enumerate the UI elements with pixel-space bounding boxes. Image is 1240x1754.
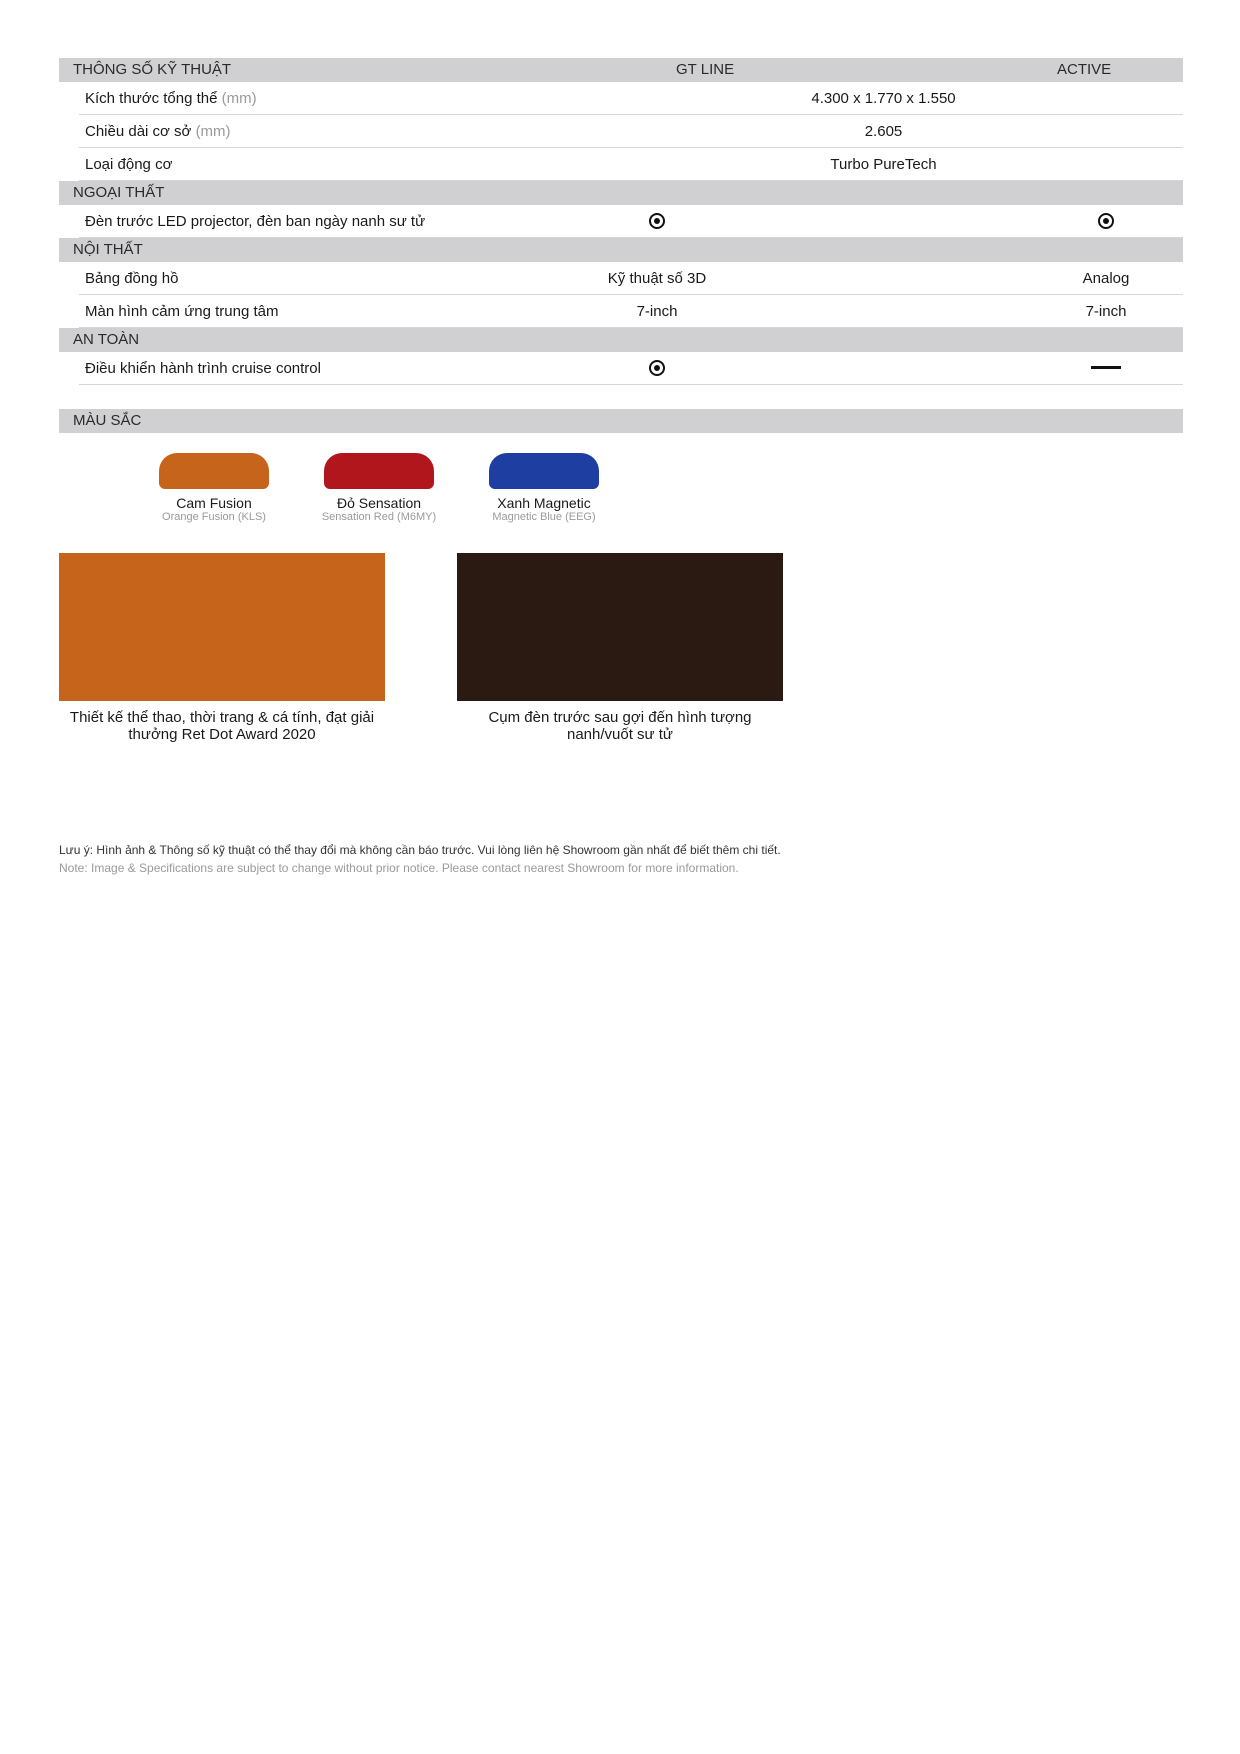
color-option [469, 453, 619, 523]
spec-label: Kích thước tổng thể [85, 90, 218, 107]
spec-unit: (mm) [221, 90, 257, 107]
feature-row: Đèn trước LED projector, đèn ban ngày nanh sư tử [79, 205, 1183, 238]
spec-title: THÔNG SỐ KỸ THUẬT [73, 61, 232, 78]
ac-value: 7-inch [1085, 303, 1127, 320]
car-swatch [489, 453, 599, 489]
spec-header [59, 58, 1183, 82]
note-vi: Lưu ý: Hình ảnh & Thông số kỹ thuật có thể thay đổi mà không cần báo trước. Vui lòng liên hệ Showroom gần nhất để biết thêm chi tiết. [59, 843, 781, 857]
check-dot-icon [649, 213, 665, 229]
spec-sheet [59, 58, 1183, 875]
feature-label: Màn hình cảm ứng trung tâm [85, 303, 279, 320]
car-swatch [159, 453, 269, 489]
color-name: Cam Fusion [176, 495, 252, 511]
spec-value: 2.605 [864, 123, 903, 140]
spec-row [79, 115, 1183, 148]
note-en: Note: Image & Specifications are subject to change without prior notice. Please contact nearest Showroom for more information. [59, 861, 739, 875]
dash-icon [1091, 366, 1121, 369]
check-dot-icon [1098, 213, 1114, 229]
col-gt-line: GT LINE [676, 61, 735, 78]
color-option [304, 453, 454, 523]
feature-row [79, 295, 1183, 328]
col-active: ACTIVE [1057, 61, 1112, 78]
spec-label: Loại động cơ [85, 156, 173, 173]
color-option [139, 453, 289, 523]
section-exterior: NGOẠI THẤT [59, 181, 1183, 205]
spec-value: Turbo PureTech [830, 156, 937, 173]
feature-row [79, 262, 1183, 295]
color-code: Sensation Red (M6MY) [321, 511, 437, 523]
ac-value: Analog [1082, 270, 1130, 287]
color-code: Magnetic Blue (EEG) [492, 511, 596, 523]
section-safety: AN TOÀN [59, 328, 1183, 352]
car-swatch [324, 453, 434, 489]
section-interior: NỘI THẤT [59, 238, 1183, 262]
spec-label: Chiều dài cơ sở [85, 123, 192, 140]
gt-value: 7-inch [636, 303, 678, 320]
feature-gallery [59, 553, 1183, 813]
gt-value: Kỹ thuật số 3D [607, 270, 707, 287]
feature-row: Điều khiển hành trình cruise control [79, 352, 1183, 385]
spec-value: 4.300 x 1.770 x 1.550 [811, 90, 956, 107]
spec-unit: (mm) [195, 123, 231, 140]
feature-photo [457, 553, 783, 701]
color-name: Đỏ Sensation [336, 495, 422, 511]
color-name: Xanh Magnetic [497, 495, 591, 511]
spec-row [79, 82, 1183, 115]
section-colors: MÀU SẮC [59, 409, 1183, 433]
feature-photo [59, 553, 385, 701]
feature-label: Bảng đồng hồ [85, 270, 179, 287]
color-code: Orange Fusion (KLS) [162, 511, 266, 523]
feature-caption: Cụm đèn trước sau gợi đến hình tượng nanh/vuốt sư tử [488, 709, 752, 743]
feature-caption: Thiết kế thể thao, thời trang & cá tính, đạt giải thưởng Ret Dot Award 2020 [69, 709, 375, 743]
spec-row [79, 148, 1183, 181]
color-swatches [59, 433, 1183, 553]
check-dot-icon [649, 360, 665, 376]
